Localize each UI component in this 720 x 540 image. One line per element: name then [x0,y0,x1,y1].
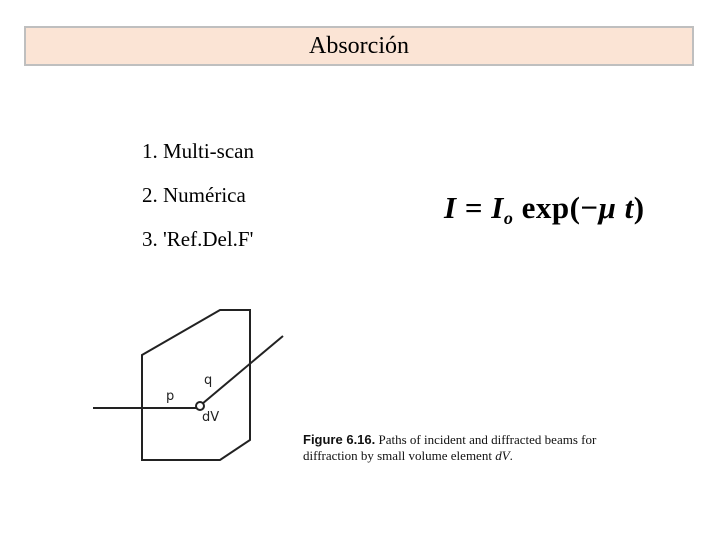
method-item-2: 2. Numérica [142,183,246,207]
label-p: p [166,389,175,404]
figure-label: Figure 6.16. [303,432,376,447]
formula-io: I [491,190,504,225]
formula-mu: μ [598,190,617,225]
caption-text: Paths of incident and diffracted beams for diffraction by small volume element [303,432,597,463]
method-item-3: 3. 'Ref.Del.F' [142,227,254,251]
figure-caption [303,432,643,464]
volume-element-dot [196,402,204,410]
formula-t: t [616,190,634,225]
formula-exp: exp(− [513,190,599,225]
label-dv: dV [202,410,220,425]
diffracted-beam [202,336,283,404]
formula-close: ) [633,190,645,225]
title-bar [24,26,694,66]
absorption-formula [444,190,645,229]
formula-lhs: I [444,190,457,225]
formula-io-subscript: o [503,208,514,228]
caption-dv: dV [495,448,510,463]
slide-title: Absorción [309,32,409,59]
formula-equals: = [456,190,492,225]
method-item-1: 1. Multi-scan [142,139,254,163]
crystal-outline [142,310,250,460]
diffraction-diagram [90,300,300,470]
caption-end: . [509,448,513,463]
label-q: q [204,373,213,388]
method-list [142,137,254,269]
